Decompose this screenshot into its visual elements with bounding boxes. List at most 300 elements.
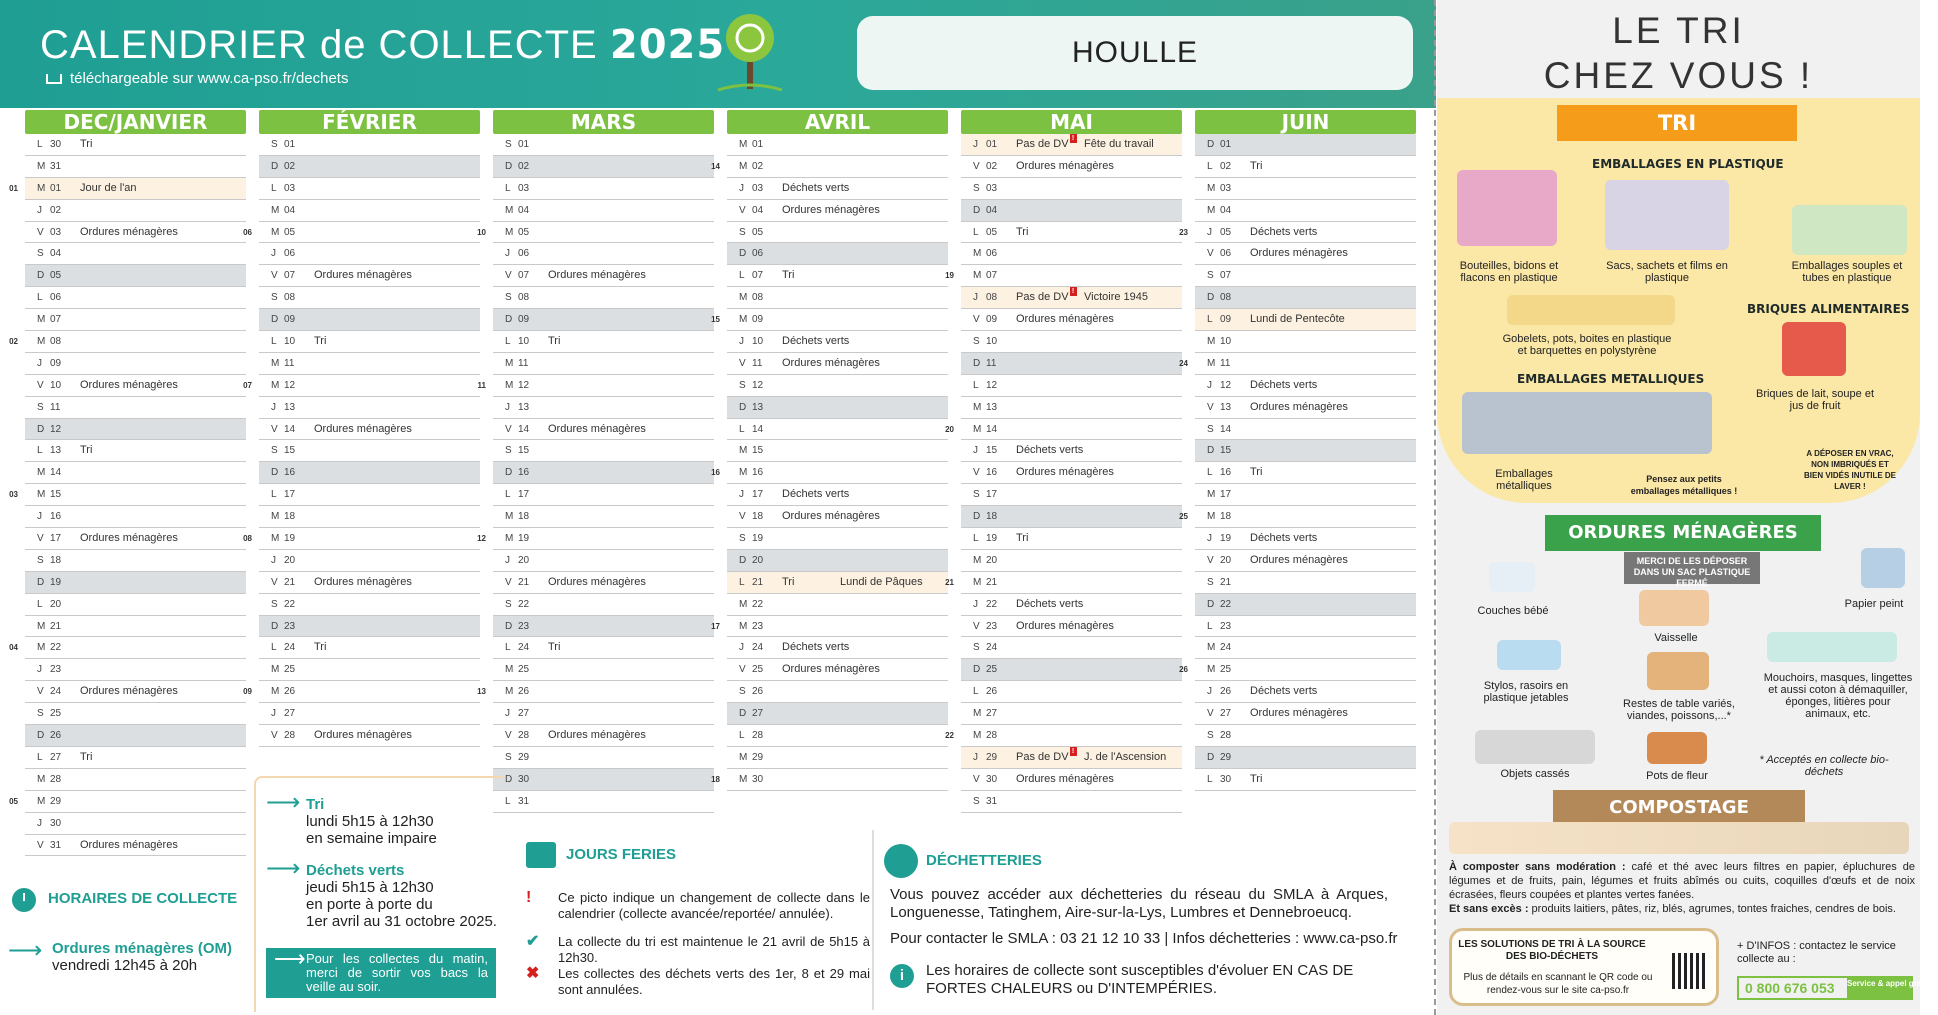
- weekday-letter: L: [973, 533, 979, 545]
- day-number: 21: [1220, 576, 1232, 588]
- weekday-letter: L: [1207, 160, 1213, 172]
- day-row: [9, 484, 246, 506]
- weekday-letter: M: [973, 708, 982, 720]
- day-row: [243, 528, 480, 550]
- weekday-letter: J: [505, 554, 510, 566]
- day-row: [259, 353, 480, 375]
- weekday-letter: M: [505, 511, 514, 523]
- day-number: 27: [752, 708, 764, 720]
- day-row: [259, 725, 480, 747]
- tri-schedule: [266, 789, 437, 847]
- collection-event: Pas de DV !: [1016, 287, 1077, 308]
- weekday-letter: S: [505, 445, 512, 457]
- day-number: 12: [284, 379, 296, 391]
- day-row: [259, 287, 480, 309]
- day-number: 09: [50, 357, 62, 369]
- day-number: 27: [986, 708, 998, 720]
- decheteries-title: DÉCHETTERIES: [926, 851, 1042, 869]
- day-row: [1195, 243, 1416, 265]
- warning-flag-icon: !: [526, 889, 532, 906]
- day-row: [493, 265, 714, 287]
- collection-event: Ordures ménagères: [314, 269, 412, 282]
- day-row: [1195, 572, 1416, 594]
- day-row: [477, 375, 714, 397]
- day-number: 30: [518, 773, 530, 785]
- day-row: [25, 353, 246, 375]
- day-number: 11: [986, 357, 997, 369]
- weekday-letter: J: [739, 336, 744, 348]
- month-column: [9, 110, 246, 856]
- weekday-letter: J: [739, 642, 744, 654]
- day-number: 07: [986, 270, 998, 282]
- day-row: [243, 375, 480, 397]
- day-number: 18: [50, 554, 62, 566]
- arrow-right-icon: ⟶: [266, 855, 301, 882]
- weekday-letter: S: [739, 226, 746, 238]
- day-row: [493, 353, 714, 375]
- calendar-grid: [9, 110, 1425, 880]
- day-row: [1195, 156, 1416, 178]
- day-number: 18: [986, 511, 998, 523]
- collection-event: Ordures ménagères: [1016, 619, 1114, 632]
- day-number: 04: [1220, 204, 1232, 216]
- day-row: [945, 572, 1182, 594]
- day-list: [477, 134, 714, 813]
- day-number: 20: [1220, 554, 1232, 566]
- week-number: 03: [9, 490, 18, 500]
- weekday-letter: S: [1207, 730, 1214, 742]
- day-number: 14: [986, 423, 998, 435]
- weekday-letter: S: [505, 598, 512, 610]
- day-row: [727, 681, 948, 703]
- decheteries-warning: i Les horaires de collecte sont susceptibles d'évoluer EN CAS DE FORTES CHALEURS ou D'INTEMPÉRIES.: [890, 962, 1414, 998]
- day-number: 22: [518, 598, 530, 610]
- day-row: [259, 506, 480, 528]
- day-number: 13: [1220, 401, 1232, 413]
- day-row: [493, 572, 714, 594]
- day-row: [961, 200, 1182, 222]
- week-number: 01: [9, 183, 18, 193]
- feries-title: JOURS FERIES: [566, 845, 677, 863]
- weekday-letter: M: [505, 664, 514, 676]
- weekday-letter: J: [37, 664, 42, 676]
- day-row: [25, 528, 246, 550]
- collection-event: Ordures ménagères: [1016, 772, 1114, 785]
- dv-note-1: en porte à porte du: [306, 896, 433, 913]
- day-number: 23: [518, 620, 530, 632]
- weekday-letter: M: [271, 226, 280, 238]
- day-row: [727, 134, 948, 156]
- month-column: [1179, 110, 1416, 791]
- day-number: 08: [284, 292, 296, 304]
- day-row: [1179, 222, 1416, 244]
- weekday-letter: V: [739, 664, 746, 676]
- day-number: 03: [284, 182, 296, 194]
- day-row: [1179, 659, 1416, 681]
- day-row: [961, 331, 1182, 353]
- day-row: [493, 550, 714, 572]
- day-number: 24: [50, 686, 62, 698]
- week-number: 11: [477, 380, 486, 390]
- day-number: 04: [50, 248, 62, 260]
- tri-guide-panel: [1437, 0, 1938, 1015]
- download-link[interactable]: [46, 70, 348, 87]
- bio-dechets-box: [1449, 928, 1719, 1006]
- day-row: [727, 484, 948, 506]
- day-row: [25, 703, 246, 725]
- day-row: [961, 397, 1182, 419]
- day-number: 01: [50, 182, 62, 194]
- day-number: 11: [518, 357, 529, 369]
- day-row: [727, 747, 948, 769]
- day-number: 05: [986, 226, 998, 238]
- dv-schedule: [266, 855, 497, 930]
- bio-dechets-text: Plus de détails en scannant le QR code ou rendez-vous sur le site ca-pso.fr: [1463, 972, 1653, 996]
- info-icon: i: [890, 964, 914, 988]
- day-number: 20: [50, 598, 62, 610]
- change-flag-icon: !: [1070, 134, 1077, 143]
- day-row: [961, 222, 1182, 244]
- weekday-letter: M: [271, 664, 280, 676]
- phone-number: 0 800 676 053: [1745, 980, 1835, 996]
- day-row: [727, 287, 948, 309]
- bags-illustration: [1605, 180, 1729, 250]
- day-number: 06: [50, 292, 62, 304]
- mouchoirs-caption: Mouchoirs, masques, lingettes et aussi coton à démaquiller, éponges, litières pour animaux, etc.: [1763, 672, 1913, 720]
- day-number: 12: [986, 379, 998, 391]
- day-number: 25: [518, 664, 530, 676]
- tri-guide-title: LE TRI CHEZ VOUS !: [1543, 10, 1814, 96]
- collection-event: Tri: [1250, 772, 1263, 785]
- collection-event: Jour de l'an: [80, 181, 137, 194]
- day-number: 17: [518, 489, 530, 501]
- day-number: 31: [50, 839, 62, 851]
- day-row: [25, 659, 246, 681]
- month-column: [477, 110, 714, 813]
- day-number: 28: [1220, 730, 1232, 742]
- day-row: [259, 419, 480, 441]
- weekday-letter: V: [271, 270, 278, 282]
- weekday-letter: S: [1207, 270, 1214, 282]
- day-row: [243, 222, 480, 244]
- horaires-heading: [12, 888, 252, 910]
- weekday-letter: J: [37, 204, 42, 216]
- decheteries-section: [884, 840, 1430, 1010]
- change-flag-icon: !: [1070, 747, 1077, 756]
- collection-event: Ordures ménagères: [1016, 466, 1114, 479]
- day-number: 16: [518, 467, 530, 479]
- vaisselle-caption: Vaisselle: [1654, 632, 1698, 644]
- week-number: 17: [711, 621, 720, 631]
- weekday-letter: M: [1207, 664, 1216, 676]
- weekday-letter: L: [505, 336, 511, 348]
- weekday-letter: V: [1207, 708, 1214, 720]
- day-row: [493, 134, 714, 156]
- day-list: [945, 134, 1182, 813]
- day-row: [711, 462, 948, 484]
- weekday-letter: S: [973, 642, 980, 654]
- day-row: [25, 813, 246, 835]
- emballages-plastique-heading: EMBALLAGES EN PLASTIQUE: [1592, 157, 1784, 171]
- weekday-letter: D: [505, 160, 513, 172]
- day-row: [711, 616, 948, 638]
- collection-event: Ordures ménagères: [782, 203, 880, 216]
- food-scraps-illustration: [1647, 652, 1709, 690]
- weekday-letter: J: [271, 554, 276, 566]
- day-row: [1195, 747, 1416, 769]
- day-row: [711, 156, 948, 178]
- day-row: [477, 222, 714, 244]
- weekday-letter: D: [1207, 139, 1215, 150]
- weekday-letter: M: [1207, 357, 1216, 369]
- dv-label: Déchets verts: [306, 862, 405, 879]
- day-row: [259, 265, 480, 287]
- holiday-name: Victoire 1945: [1084, 291, 1149, 304]
- day-number: 24: [986, 642, 998, 654]
- infos-text: + D'INFOS : contactez le service collecte au :: [1737, 940, 1896, 965]
- day-number: 05: [50, 270, 62, 282]
- day-row: [727, 243, 948, 265]
- weekday-letter: S: [271, 292, 278, 304]
- collection-event: Tri: [314, 641, 327, 654]
- day-number: 10: [986, 336, 998, 348]
- day-row: [493, 243, 714, 265]
- day-number: 06: [752, 248, 764, 260]
- weekday-letter: M: [973, 401, 982, 413]
- day-row: [727, 440, 948, 462]
- decheteries-contact[interactable]: Pour contacter le SMLA : 03 21 12 10 33 | Infos déchetteries : www.ca-pso.fr: [890, 930, 1398, 947]
- weekday-letter: L: [271, 642, 277, 654]
- weekday-letter: L: [1207, 773, 1213, 785]
- week-number: 07: [243, 380, 252, 390]
- weekday-letter: D: [973, 511, 981, 523]
- check-icon: ✔: [526, 933, 540, 950]
- weekday-letter: V: [37, 226, 44, 238]
- day-number: 31: [986, 795, 998, 807]
- weekday-letter: J: [37, 511, 42, 523]
- collection-event: Pas de DV !: [1016, 747, 1077, 768]
- day-row: [493, 462, 714, 484]
- weekday-letter: V: [739, 204, 746, 216]
- day-row: [945, 419, 1182, 441]
- day-number: 30: [986, 773, 998, 785]
- weekday-letter: J: [505, 401, 510, 413]
- objets-caption: Objets cassés: [1500, 768, 1570, 780]
- day-row: [961, 747, 1182, 769]
- day-number: 02: [284, 160, 296, 172]
- day-row: [711, 769, 948, 791]
- weekday-letter: L: [505, 182, 511, 194]
- month-column: [945, 110, 1182, 813]
- weekday-letter: L: [1207, 314, 1213, 326]
- day-row: [493, 637, 714, 659]
- collection-event: Ordures ménagères: [314, 575, 412, 588]
- day-number: 16: [50, 511, 62, 523]
- day-row: [1195, 550, 1416, 572]
- day-number: 18: [518, 511, 530, 523]
- day-row: [493, 156, 714, 178]
- day-number: 24: [518, 642, 530, 654]
- day-number: 01: [1220, 139, 1232, 150]
- collection-event: Ordures ménagères: [80, 838, 178, 851]
- day-number: 20: [752, 554, 764, 566]
- day-row: [1195, 462, 1416, 484]
- day-number: 13: [50, 445, 62, 457]
- weekday-letter: D: [1207, 292, 1215, 304]
- day-row: [961, 353, 1182, 375]
- day-number: 17: [50, 533, 62, 545]
- weekday-letter: D: [271, 314, 279, 326]
- day-number: 17: [1220, 489, 1232, 501]
- day-number: 05: [284, 226, 296, 238]
- holiday-name: Fête du travail: [1084, 138, 1154, 150]
- day-number: 05: [1220, 226, 1232, 238]
- day-number: 28: [752, 730, 764, 742]
- weekday-letter: D: [739, 554, 747, 566]
- om-banner: ORDURES MÉNAGÈRES: [1545, 515, 1821, 551]
- weekday-letter: L: [739, 423, 745, 435]
- day-number: 13: [284, 401, 296, 413]
- day-row: [961, 375, 1182, 397]
- weekday-letter: D: [973, 664, 981, 676]
- day-number: 10: [518, 336, 530, 348]
- weekday-letter: L: [973, 226, 979, 238]
- recycle-worker-icon: [884, 844, 918, 878]
- weekday-letter: M: [739, 160, 748, 172]
- day-number: 29: [518, 751, 530, 763]
- day-number: 14: [284, 423, 296, 435]
- day-number: 08: [50, 336, 62, 348]
- day-number: 18: [752, 511, 764, 523]
- matin-note-box: [266, 948, 496, 998]
- metal-heading: EMBALLAGES METALLIQUES: [1517, 372, 1705, 386]
- om-merci-note: MERCI DE LES DÉPOSER DANS UN SAC PLASTIQUE FERMÉ: [1624, 552, 1760, 584]
- collection-event: Déchets verts: [782, 488, 850, 501]
- bouteilles-caption: Bouteilles, bidons et flacons en plastique: [1459, 260, 1559, 284]
- weekday-letter: M: [37, 314, 46, 326]
- collection-event: Ordures ménagères: [314, 729, 412, 742]
- day-row: [727, 397, 948, 419]
- weekday-letter: D: [505, 467, 513, 479]
- fold-divider: [1434, 0, 1436, 1015]
- weekday-letter: M: [505, 357, 514, 369]
- day-number: 10: [50, 379, 62, 391]
- page-title: [40, 22, 725, 68]
- day-number: 05: [752, 226, 764, 238]
- month-header: MAI: [961, 110, 1182, 134]
- day-number: 29: [986, 751, 998, 763]
- compost-items-illustration: [1449, 822, 1909, 854]
- month-header: DEC/JANVIER: [25, 110, 246, 134]
- day-row: [259, 156, 480, 178]
- day-row: [961, 156, 1182, 178]
- matin-note: Pour les collectes du matin, merci de sortir vos bacs la veille au soir.: [306, 951, 488, 994]
- restes-caption: Restes de table variés, viandes, poissons,...*: [1623, 698, 1735, 722]
- day-number: 15: [284, 445, 296, 457]
- day-number: 13: [518, 401, 530, 413]
- compostage-banner: COMPOSTAGE: [1553, 790, 1805, 826]
- day-row: [493, 725, 714, 747]
- wallpaper-illustration: [1861, 548, 1905, 588]
- qr-code-icon[interactable]: [1672, 953, 1708, 989]
- weekday-letter: S: [973, 795, 980, 807]
- collection-event: Déchets verts: [782, 181, 850, 194]
- day-number: 02: [518, 160, 530, 172]
- service-phone[interactable]: [1737, 976, 1938, 1000]
- weekday-letter: S: [739, 379, 746, 391]
- day-row: [1195, 309, 1416, 331]
- day-number: 02: [50, 204, 62, 216]
- arrow-right-icon: ⟶: [266, 789, 301, 816]
- day-row: [25, 506, 246, 528]
- weekday-letter: V: [973, 467, 980, 479]
- day-row: [961, 659, 1182, 681]
- weekday-letter: M: [973, 730, 982, 742]
- title-prefix: CALENDRIER de COLLECTE: [40, 23, 598, 67]
- day-row: [727, 178, 948, 200]
- day-number: 22: [1220, 598, 1232, 610]
- weekday-letter: M: [271, 379, 280, 391]
- day-row: [727, 550, 948, 572]
- weekday-letter: M: [739, 598, 748, 610]
- day-number: 27: [50, 751, 62, 763]
- day-number: 14: [518, 423, 530, 435]
- weekday-letter: V: [505, 423, 512, 435]
- day-row: [259, 309, 480, 331]
- month-header: AVRIL: [727, 110, 948, 134]
- day-row: [961, 594, 1182, 616]
- day-row: [945, 265, 1182, 287]
- day-number: 26: [986, 686, 998, 698]
- weekday-letter: L: [37, 292, 43, 304]
- weekday-letter: S: [37, 708, 44, 720]
- day-number: 14: [50, 467, 62, 479]
- day-number: 15: [1220, 445, 1232, 457]
- week-number: 24: [1179, 358, 1188, 368]
- day-number: 07: [50, 314, 62, 326]
- day-row: [25, 440, 246, 462]
- day-row: [961, 440, 1182, 462]
- month-header: JUIN: [1195, 110, 1416, 134]
- day-row: [961, 287, 1182, 309]
- tri-label: Tri: [306, 796, 325, 813]
- razor-illustration: [1497, 640, 1561, 670]
- weekday-letter: M: [37, 160, 46, 172]
- day-row: [9, 637, 246, 659]
- weekday-letter: J: [973, 445, 978, 457]
- weekday-letter: V: [505, 270, 512, 282]
- collection-event: Ordures ménagères: [548, 269, 646, 282]
- dishes-illustration: [1639, 590, 1709, 626]
- day-number: 25: [986, 664, 998, 676]
- month-header: MARS: [493, 110, 714, 134]
- weekday-letter: M: [739, 467, 748, 479]
- weekday-letter: D: [1207, 445, 1215, 457]
- arrow-right-icon: ⟶: [274, 946, 306, 971]
- couches-caption: Couches bébé: [1477, 605, 1549, 617]
- collection-event: Ordures ménagères: [80, 225, 178, 238]
- day-number: 12: [518, 379, 530, 391]
- day-number: 29: [1220, 751, 1232, 763]
- milk-carton-illustration: [1782, 322, 1846, 376]
- day-number: 03: [518, 182, 530, 194]
- feries-flag-note: ! Ce picto indique un changement de collecte dans le calendrier (collecte avancée/reportée/ annulée).: [526, 889, 870, 921]
- weekday-letter: D: [271, 160, 279, 172]
- day-number: 12: [1220, 379, 1232, 391]
- weekday-letter: L: [505, 489, 511, 501]
- gobelets-illustration: [1507, 295, 1675, 325]
- day-number: 04: [284, 204, 296, 216]
